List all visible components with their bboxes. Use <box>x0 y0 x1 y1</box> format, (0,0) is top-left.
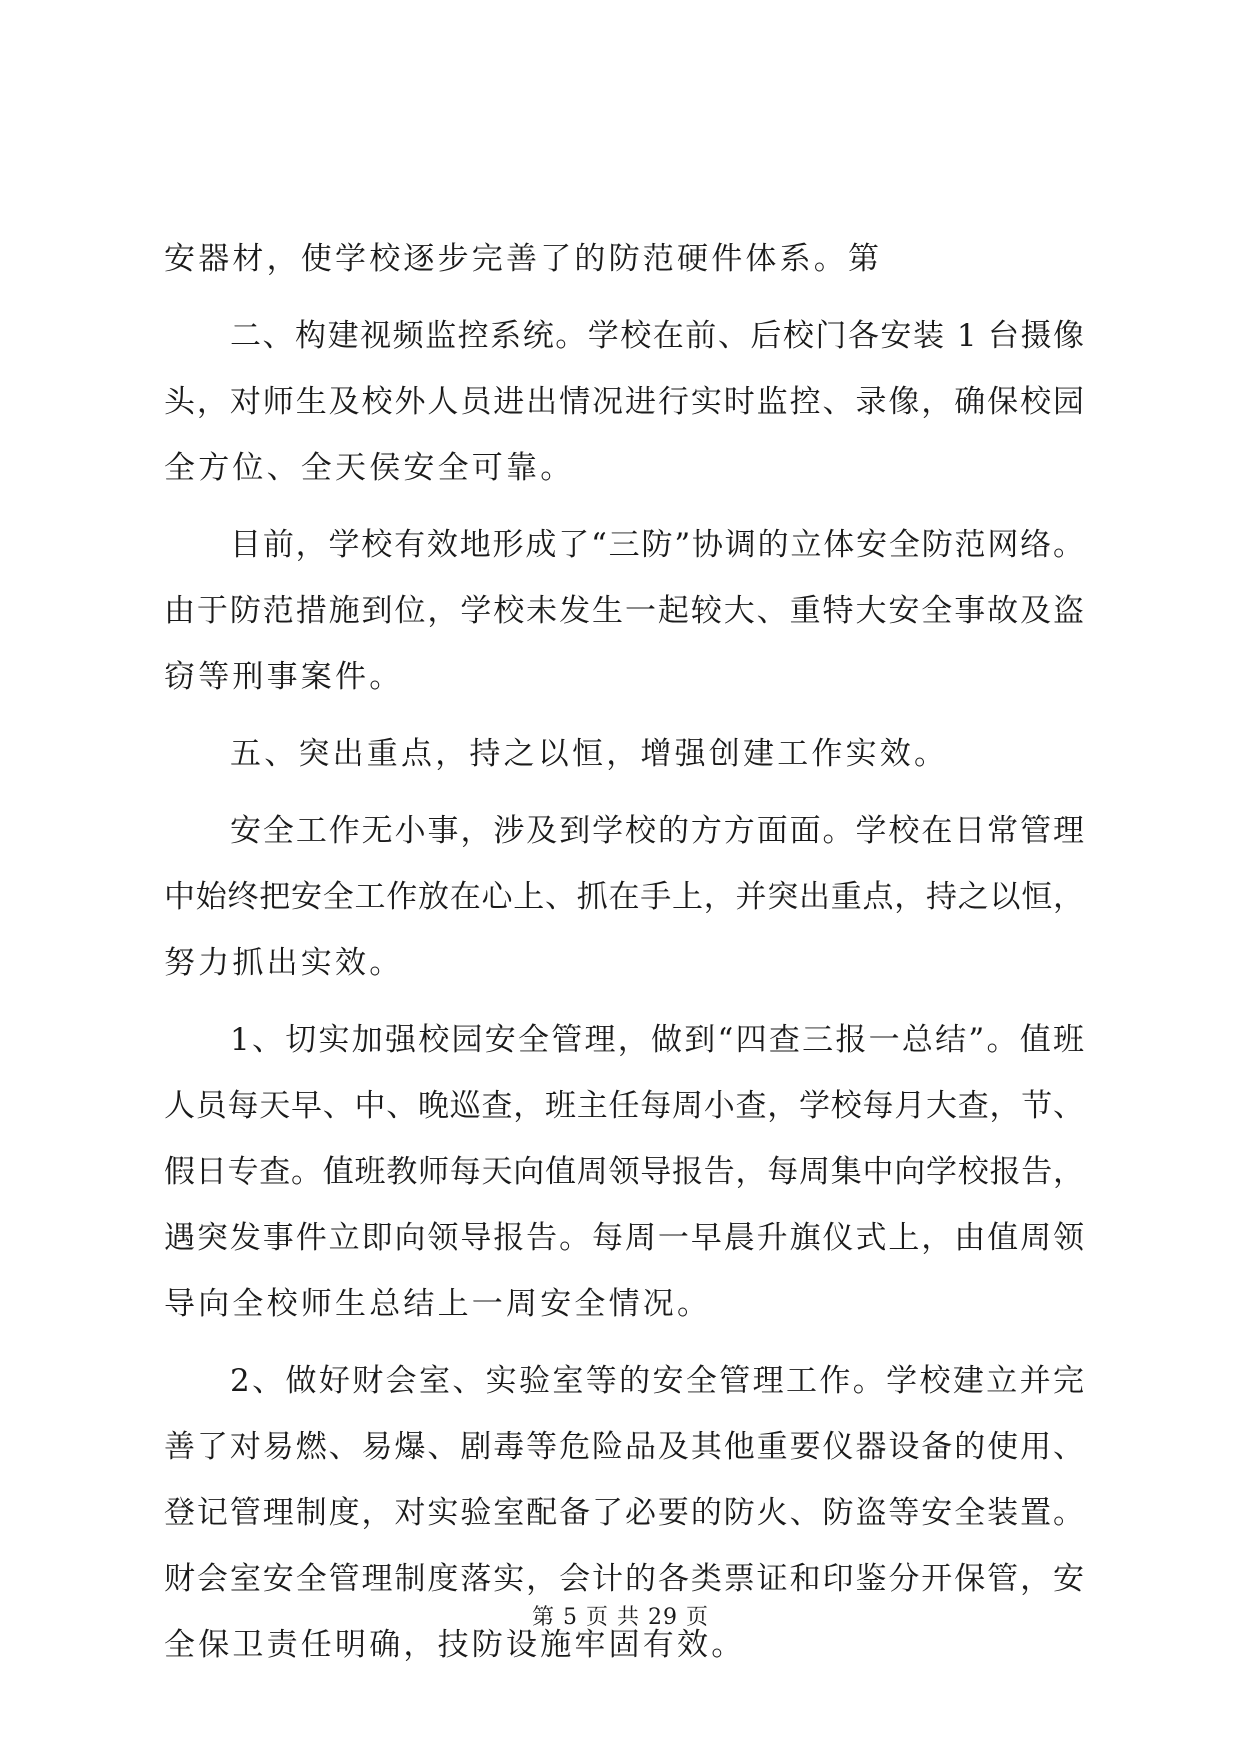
section-heading-five: 五、突出重点，持之以恒，增强创建工作实效。 <box>230 736 949 772</box>
page-number-footer: 第 5 页 共 29 页 <box>532 1605 709 1630</box>
paragraph-2-line-3: 全方位、全天侯安全可靠。 <box>164 450 575 486</box>
paragraph-3-line-1: 目前，学校有效地形成了“三防”协调的立体安全防范网络。 <box>230 527 1084 563</box>
paragraph-2-line-1: 二、构建视频监控系统。学校在前、后校门各安装 1 台摄像 <box>230 318 1084 354</box>
paragraph-6-line-5: 导向全校师生总结上一周安全情况。 <box>164 1286 712 1322</box>
paragraph-3-line-2: 由于防范措施到位，学校未发生一起较大、重特大安全事故及盗 <box>164 593 1084 629</box>
paragraph-7-line-5: 全保卫责任明确，技防设施牢固有效。 <box>164 1627 746 1663</box>
paragraph-2-line-2: 头，对师生及校外人员进出情况进行实时监控、录像，确保校园 <box>164 384 1084 420</box>
paragraph-6-line-1: 1、切实加强校园安全管理，做到“四查三报一总结”。值班 <box>230 1022 1084 1058</box>
paragraph-7-line-3: 登记管理制度，对实验室配备了必要的防火、防盗等安全装置。 <box>164 1495 1084 1531</box>
document-body <box>164 226 1084 1678</box>
paragraph-6-line-2: 人员每天早、中、晚巡查，班主任每周小查，学校每月大查，节、 <box>164 1088 1084 1124</box>
paragraph-6-line-4: 遇突发事件立即向领导报告。每周一早晨升旗仪式上，由值周领 <box>164 1220 1084 1256</box>
paragraph-6-line-3: 假日专查。值班教师每天向值周领导报告，每周集中向学校报告， <box>164 1154 1084 1190</box>
paragraph-3-line-3: 窃等刑事案件。 <box>164 659 404 695</box>
paragraph-7-line-2: 善了对易燃、易爆、剧毒等危险品及其他重要仪器设备的使用、 <box>164 1429 1084 1465</box>
paragraph-5-line-1: 安全工作无小事，涉及到学校的方方面面。学校在日常管理 <box>230 813 1084 849</box>
paragraph-7-line-1: 2、做好财会室、实验室等的安全管理工作。学校建立并完 <box>230 1363 1084 1399</box>
paragraph-5-line-3: 努力抓出实效。 <box>164 945 404 981</box>
paragraph-7-line-4: 财会室安全管理制度落实，会计的各类票证和印鉴分开保管，安 <box>164 1561 1084 1597</box>
paragraph-1-line-1: 安器材，使学校逐步完善了的防范硬件体系。第 <box>164 241 883 277</box>
paragraph-5-line-2: 中始终把安全工作放在心上、抓在手上，并突出重点，持之以恒， <box>164 879 1084 915</box>
